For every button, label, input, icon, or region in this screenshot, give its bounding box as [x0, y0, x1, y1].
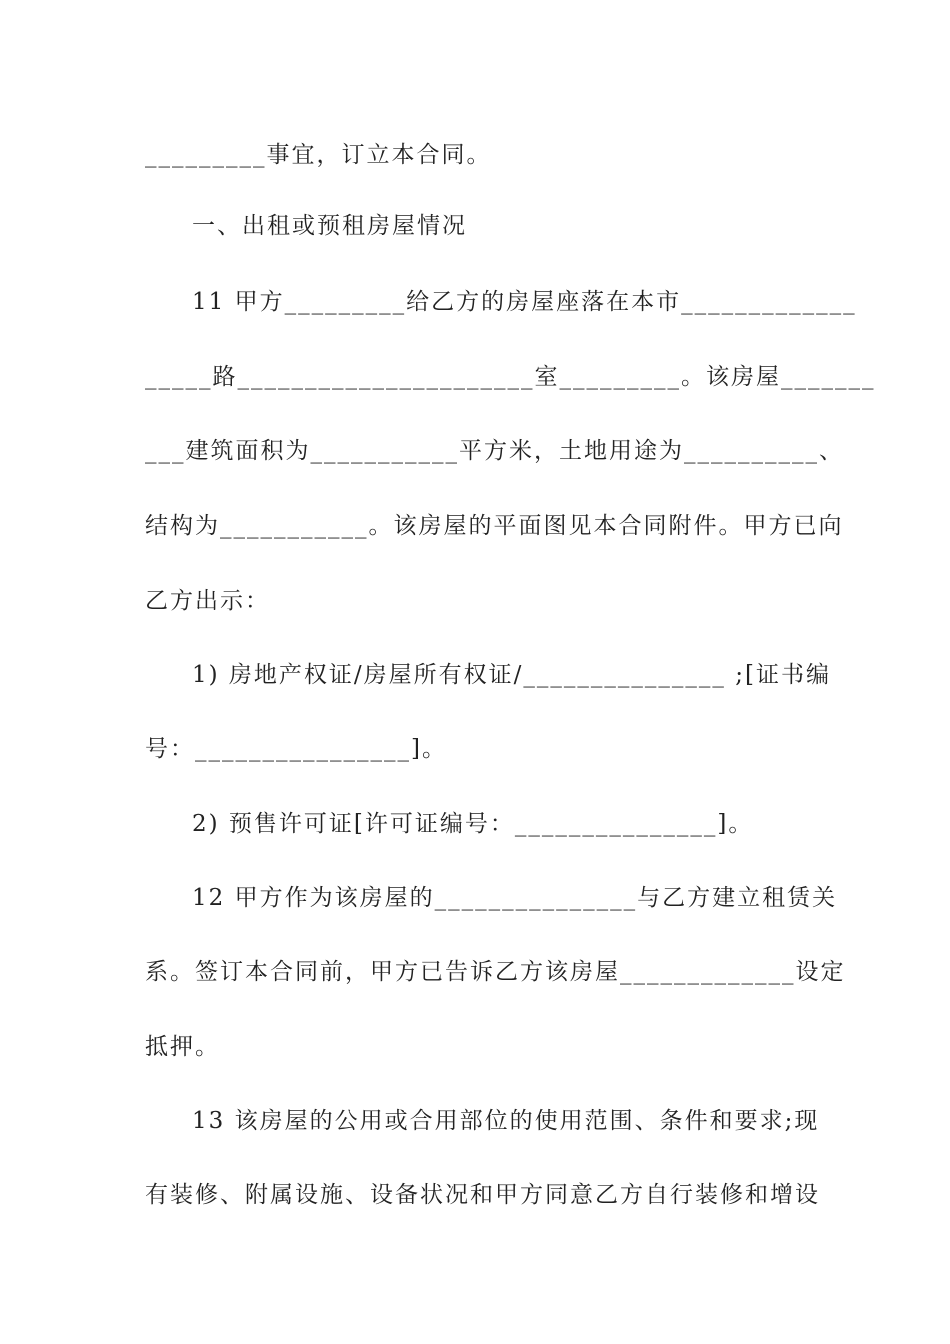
list-item: 2) 预售许可证[许可证编号：_______________]。 — [192, 811, 754, 837]
text-line: 号：________________]。 — [145, 736, 447, 762]
text-line: 抵押。 — [145, 1034, 220, 1060]
text-line: ___建筑面积为___________平方米，土地用途为__________、 — [145, 438, 844, 464]
text-line: 12 甲方作为该房屋的_______________与乙方建立租赁关 — [192, 885, 838, 911]
section-heading: 一、出租或预租房屋情况 — [192, 213, 467, 239]
text-line: 乙方出示： — [145, 588, 270, 614]
text-line: _____路______________________室_________。该房屋_______ — [145, 364, 876, 390]
text-line: _________事宜，订立本合同。 — [145, 142, 492, 168]
text-line: 11 甲方_________给乙方的房屋座落在本市_____________ — [192, 289, 857, 315]
text-line: 有装修、附属设施、设备状况和甲方同意乙方自行装修和增设 — [145, 1182, 820, 1208]
text-line: 结构为___________。该房屋的平面图见本合同附件。甲方已向 — [145, 513, 844, 539]
list-item: 1) 房地产权证/房屋所有权证/_______________ ;[证书编 — [192, 662, 831, 688]
text-line: 13 该房屋的公用或合用部位的使用范围、条件和要求;现 — [192, 1108, 820, 1134]
text-line: 系。签订本合同前，甲方已告诉乙方该房屋_____________设定 — [145, 959, 846, 985]
